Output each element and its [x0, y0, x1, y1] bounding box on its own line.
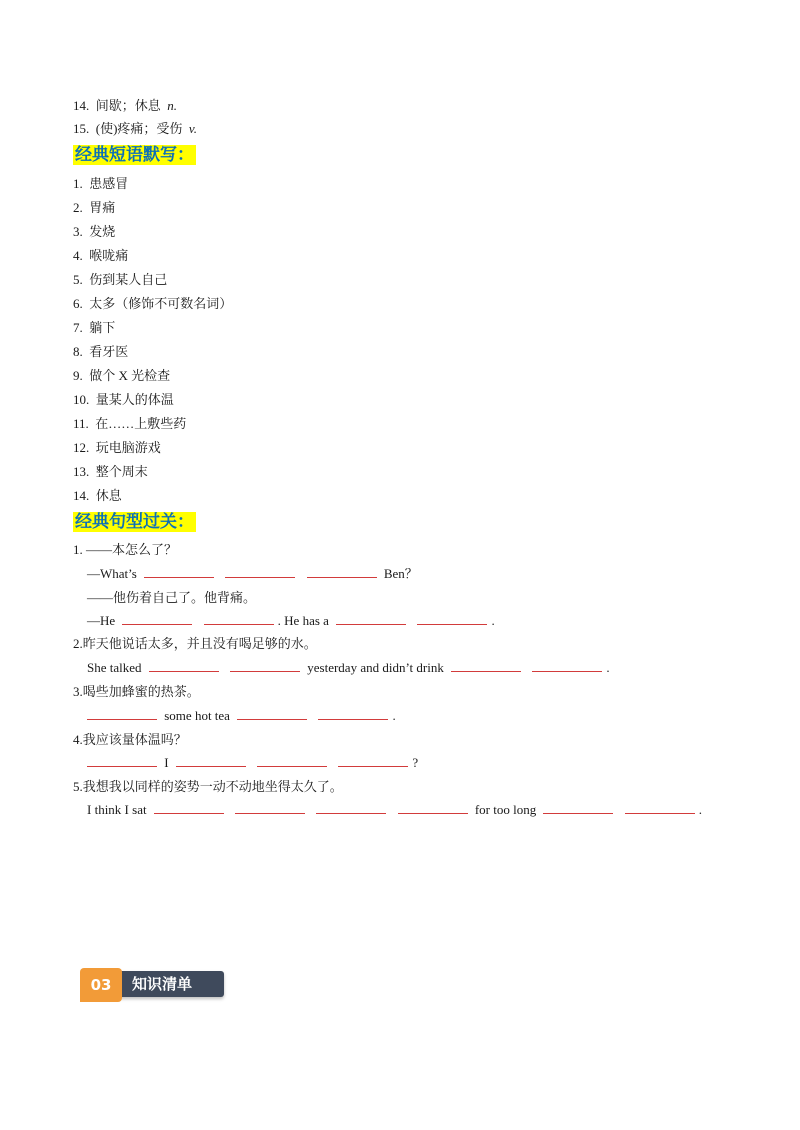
sentence-1-chinese: 1. ——本怎么了？	[73, 542, 178, 557]
sentence-text: yesterday and didn’t drink	[307, 660, 444, 675]
phrases-heading-text: 经典短语默写：	[75, 145, 194, 165]
phrase-item	[73, 174, 128, 194]
sentence-text: .	[698, 802, 702, 817]
phrase-number: 5.	[73, 272, 83, 287]
phrase-item	[73, 486, 122, 506]
phrase-item	[73, 222, 115, 242]
vocab-pos: v.	[188, 121, 197, 136]
phrase-item	[73, 246, 128, 266]
phrase-number: 8.	[73, 344, 83, 359]
phrase-item	[73, 390, 174, 410]
vocab-item-14	[73, 96, 177, 116]
answer-blank[interactable]	[316, 800, 386, 814]
answer-blank[interactable]	[176, 753, 246, 767]
sentence-5-english	[87, 800, 702, 820]
sentence-4-english	[83, 753, 418, 773]
phrase-item	[73, 462, 148, 482]
answer-blank[interactable]	[532, 658, 602, 672]
badge-number: 03	[80, 968, 122, 1002]
phrase-text: 喉咙痛	[89, 248, 129, 263]
sentence-4-chinese: 4.我应该量体温吗？	[73, 732, 187, 747]
sentence-text: I	[164, 755, 169, 770]
section-badge	[80, 968, 224, 1002]
sentence-2-english	[87, 658, 610, 678]
answer-blank[interactable]	[235, 800, 305, 814]
sentence-text: for too long	[474, 802, 537, 817]
phrase-text: 在……上敷些药	[95, 416, 187, 431]
phrase-text: 量某人的体温	[95, 392, 174, 407]
phrase-item	[73, 198, 115, 218]
phrase-text: 做个 X 光检查	[89, 368, 171, 383]
sentence-text: —He	[87, 613, 116, 628]
phrases-heading	[73, 143, 196, 167]
answer-blank[interactable]	[87, 753, 157, 767]
phrase-number: 12.	[73, 440, 90, 455]
badge-title: 知识清单	[132, 975, 193, 993]
sentences-heading	[73, 510, 196, 534]
answer-blank[interactable]	[204, 611, 274, 625]
sentence-1b-english	[87, 611, 495, 631]
answer-blank[interactable]	[451, 658, 521, 672]
answer-blank[interactable]	[257, 753, 327, 767]
answer-blank[interactable]	[237, 706, 307, 720]
phrase-number: 1.	[73, 176, 83, 191]
answer-blank[interactable]	[338, 753, 408, 767]
answer-blank[interactable]	[154, 800, 224, 814]
answer-blank[interactable]	[543, 800, 613, 814]
vocab-number: 14.	[73, 98, 90, 113]
phrase-item	[73, 438, 161, 458]
sentence-2-chinese: 2.昨天他说话太多，并且没有喝足够的水。	[73, 636, 317, 651]
sentence-text: .	[491, 613, 495, 628]
sentence-text: .	[606, 660, 610, 675]
phrase-item	[73, 318, 115, 338]
phrase-item	[73, 414, 186, 434]
vocab-pos: n.	[167, 98, 178, 113]
phrase-number: 13.	[73, 464, 90, 479]
phrase-number: 14.	[73, 488, 90, 503]
phrase-number: 3.	[73, 224, 83, 239]
answer-blank[interactable]	[318, 706, 388, 720]
sentence-text: I think I sat	[87, 802, 147, 817]
answer-blank[interactable]	[417, 611, 487, 625]
sentence-text: .	[392, 708, 396, 723]
phrase-item	[73, 342, 128, 362]
answer-blank[interactable]	[144, 564, 214, 578]
answer-blank[interactable]	[398, 800, 468, 814]
vocab-text: 间歇；休息	[95, 98, 161, 113]
phrase-text: 休息	[95, 488, 122, 503]
sentence-text: . He has a	[277, 613, 329, 628]
phrase-text: 患感冒	[89, 176, 129, 191]
sentence-text: —What’s	[87, 566, 137, 581]
answer-blank[interactable]	[122, 611, 192, 625]
sentence-text: Ben？	[383, 566, 418, 581]
phrase-item	[73, 366, 170, 386]
answer-blank[interactable]	[307, 564, 377, 578]
phrase-item	[73, 294, 232, 314]
phrase-text: 躺下	[89, 320, 116, 335]
phrase-text: 胃痛	[89, 200, 116, 215]
phrase-number: 10.	[73, 392, 90, 407]
sentence-text: ?	[412, 755, 419, 770]
phrase-text: 整个周末	[95, 464, 148, 479]
answer-blank[interactable]	[230, 658, 300, 672]
phrase-text: 太多（修饰不可数名词）	[89, 296, 233, 311]
phrase-number: 9.	[73, 368, 83, 383]
vocab-text: (使)疼痛；受伤	[95, 121, 183, 136]
sentence-1b-chinese: ——他伤着自己了。他背痛。	[87, 590, 257, 605]
phrase-number: 6.	[73, 296, 83, 311]
phrase-number: 11.	[73, 416, 89, 431]
phrase-number: 2.	[73, 200, 83, 215]
vocab-item-15	[73, 119, 197, 139]
answer-blank[interactable]	[625, 800, 695, 814]
sentence-text: some hot tea	[164, 708, 230, 723]
answer-blank[interactable]	[225, 564, 295, 578]
sentences-heading-text: 经典句型过关：	[75, 512, 194, 532]
sentence-3-chinese: 3.喝些加蜂蜜的热茶。	[73, 684, 200, 699]
answer-blank[interactable]	[336, 611, 406, 625]
answer-blank[interactable]	[149, 658, 219, 672]
answer-blank[interactable]	[87, 706, 157, 720]
phrase-number: 4.	[73, 248, 83, 263]
phrase-text: 看牙医	[89, 344, 129, 359]
sentence-text: She talked	[87, 660, 142, 675]
phrase-text: 玩电脑游戏	[95, 440, 161, 455]
vocab-number: 15.	[73, 121, 90, 136]
phrase-text: 发烧	[89, 224, 116, 239]
sentence-5-chinese: 5.我想我以同样的姿势一动不动地坐得太久了。	[73, 779, 343, 794]
phrase-item	[73, 270, 167, 290]
phrase-text: 伤到某人自己	[89, 272, 168, 287]
sentence-3-english	[83, 706, 396, 726]
phrase-number: 7.	[73, 320, 83, 335]
sentence-1-english	[87, 564, 418, 584]
